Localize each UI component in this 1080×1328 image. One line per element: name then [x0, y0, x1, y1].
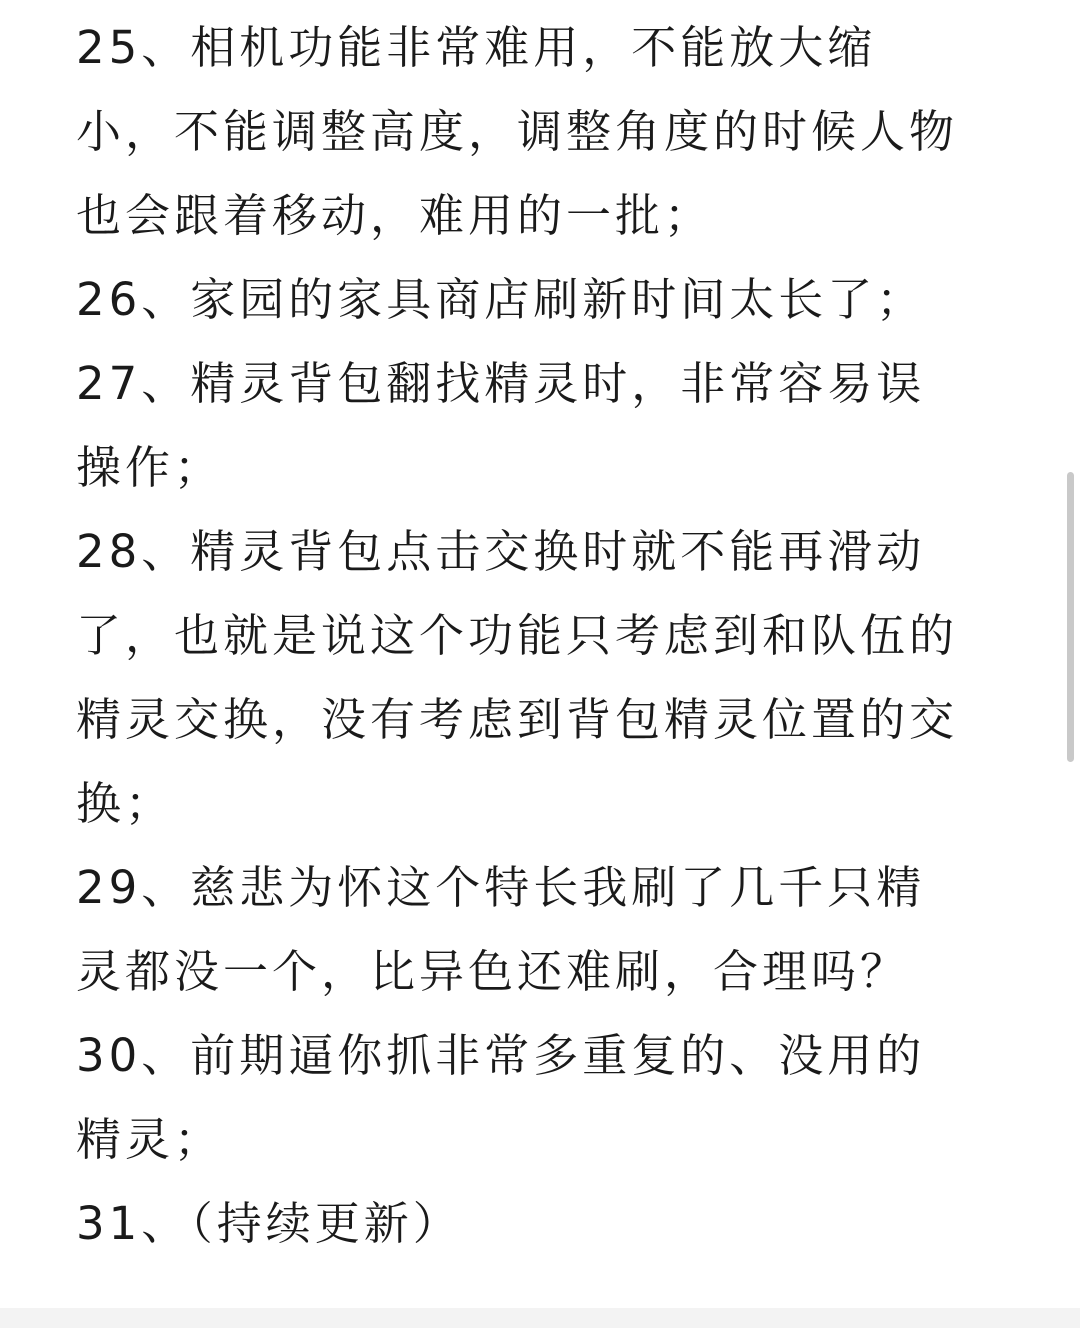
text-line: 精灵；	[76, 1113, 224, 1166]
text-line: 换；	[76, 777, 175, 830]
text-line: 25、相机功能非常难用，不能放大缩	[76, 21, 877, 74]
text-line: 30、前期逼你抓非常多重复的、没用的	[76, 1029, 926, 1082]
text-line: 28、精灵背包点击交换时就不能再滑动	[76, 525, 926, 578]
text-line: 灵都没一个，比异色还难刷，合理吗？	[76, 945, 910, 998]
scrollbar[interactable]	[1067, 472, 1074, 762]
text-content	[76, 6, 1006, 1266]
text-line: 31、（持续更新）	[76, 1197, 462, 1250]
text-line: 精灵交换，没有考虑到背包精灵位置的交	[76, 693, 959, 746]
text-line: 29、慈悲为怀这个特长我刷了几千只精	[76, 861, 926, 914]
text-line: 了，也就是说这个功能只考虑到和队伍的	[76, 609, 959, 662]
text-line: 小，不能调整高度，调整角度的时候人物	[76, 105, 959, 158]
text-line: 操作；	[76, 441, 224, 494]
text-line: 26、家园的家具商店刷新时间太长了；	[76, 273, 926, 326]
text-line: 27、精灵背包翻找精灵时，非常容易误	[76, 357, 926, 410]
bottom-divider	[0, 1308, 1080, 1328]
text-line: 也会跟着移动，难用的一批；	[76, 189, 714, 242]
